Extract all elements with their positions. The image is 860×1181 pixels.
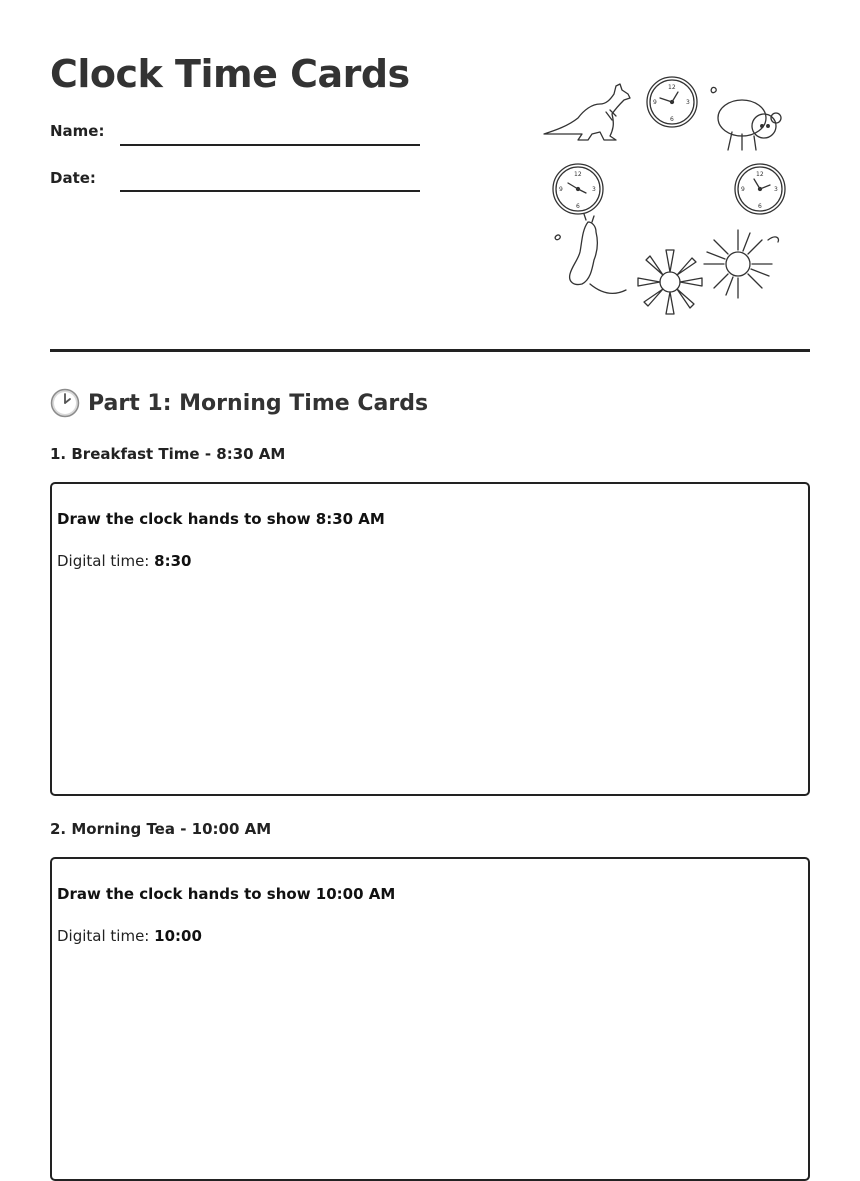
clock-icon — [553, 164, 603, 214]
svg-text:3: 3 — [592, 186, 596, 193]
quokka-icon — [555, 214, 626, 293]
name-label: Name: — [50, 122, 105, 140]
date-line[interactable] — [120, 190, 420, 192]
svg-text:3: 3 — [686, 99, 690, 106]
task-heading: 1. Breakfast Time - 8:30 AM — [50, 445, 286, 463]
clock-icon — [647, 77, 697, 127]
sun-icon — [704, 230, 779, 298]
digital-time-label: Digital time: — [57, 927, 155, 945]
svg-text:9: 9 — [741, 186, 745, 193]
clock-icon — [735, 164, 785, 214]
svg-text:6: 6 — [758, 203, 762, 210]
svg-text:9: 9 — [559, 186, 563, 193]
svg-text:9: 9 — [653, 99, 657, 106]
card-instruction: Draw the clock hands to show 8:30 AM — [57, 510, 385, 528]
clock-icon — [50, 388, 80, 418]
svg-text:6: 6 — [576, 203, 580, 210]
kangaroo-icon — [544, 84, 630, 140]
daisy-flower-icon — [638, 250, 702, 314]
digital-time — [57, 552, 191, 570]
digital-time — [57, 927, 202, 945]
section-title — [50, 388, 428, 418]
svg-text:12: 12 — [574, 171, 582, 178]
digital-time-label: Digital time: — [57, 552, 155, 570]
card-instruction: Draw the clock hands to show 10:00 AM — [57, 885, 396, 903]
digital-time-value: 8:30 — [154, 552, 192, 570]
svg-text:6: 6 — [670, 116, 674, 123]
svg-text:12: 12 — [668, 84, 676, 91]
header-illustration — [542, 70, 792, 320]
header-divider — [50, 349, 810, 352]
svg-text:3: 3 — [774, 186, 778, 193]
date-label: Date: — [50, 169, 96, 187]
name-line[interactable] — [120, 144, 420, 146]
digital-time-value: 10:00 — [154, 927, 202, 945]
svg-text:12: 12 — [756, 171, 764, 178]
koala-icon — [711, 87, 781, 150]
section-title-text: Part 1: Morning Time Cards — [88, 390, 429, 416]
time-card[interactable] — [50, 857, 810, 1181]
page-title: Clock Time Cards — [50, 52, 410, 96]
task-heading: 2. Morning Tea - 10:00 AM — [50, 820, 272, 838]
time-card[interactable] — [50, 482, 810, 796]
